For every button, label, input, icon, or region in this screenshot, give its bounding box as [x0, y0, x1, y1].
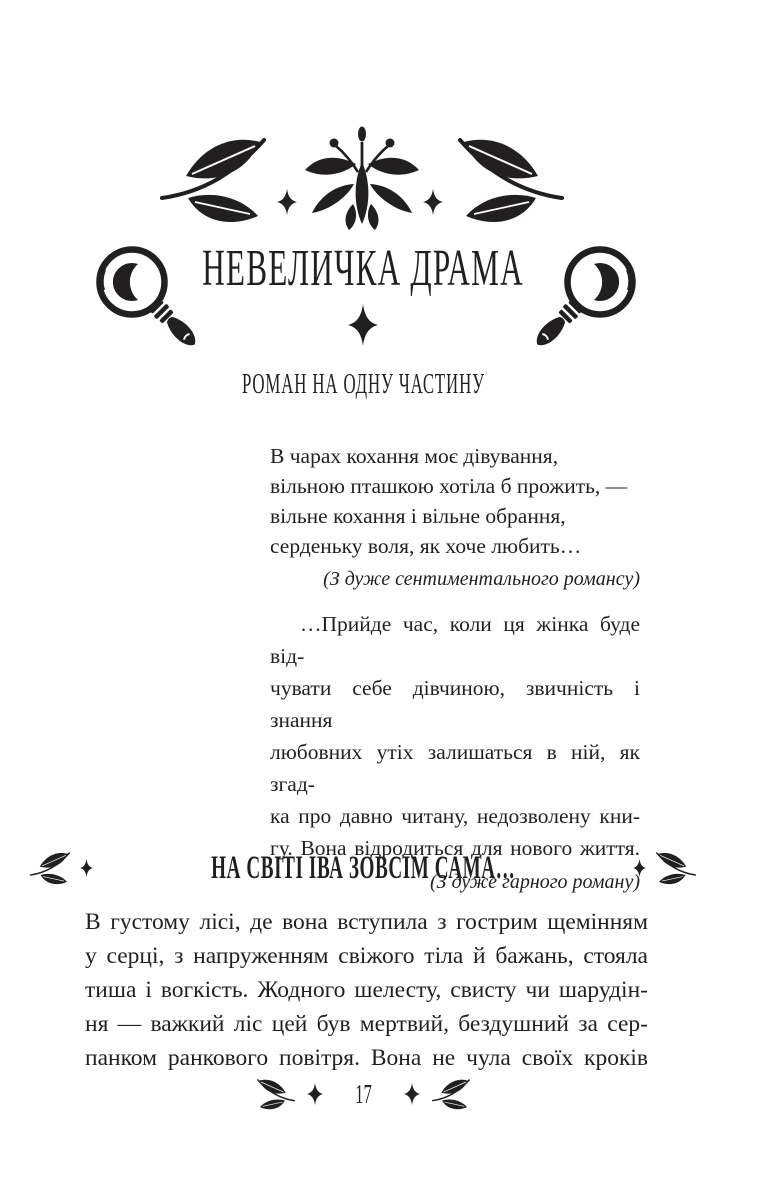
sparkle-icon — [307, 1083, 323, 1105]
body-text-line: панком ранкового повітря. Вона не чула своїх кроків — [85, 1045, 648, 1071]
sparkle-icon — [348, 304, 378, 346]
epigraph-verse — [270, 441, 640, 591]
epigraph-line: В чарах кохання моє дівування, — [270, 444, 559, 468]
sparkle-icon — [80, 859, 93, 877]
leaf-sprig-icon — [255, 1077, 297, 1111]
leaf-sprig-icon — [430, 1077, 472, 1111]
body-text-line: у серці, з напруженням свіжого тіла й бажань, стояла — [85, 943, 648, 969]
divider-sparkle — [0, 304, 726, 346]
sparkle-icon — [633, 859, 646, 877]
epigraph-line: любовних утіх залишаться в ній, як згад- — [270, 740, 640, 796]
section-heading: НА СВІТІ ІВА ЗОВСІМ САМА… — [210, 850, 516, 886]
body-text-line: В густому лісі, де вона вступила з гострим щемінням — [85, 909, 648, 935]
page-number: 17 — [354, 1079, 372, 1109]
epigraph-line: гу. Вона відродиться для нового життя. — [270, 836, 640, 860]
epigraph-attribution: (З дуже гарного роману) — [430, 871, 640, 893]
body-text-line: тиша і вогкість. Жодного шелесту, свисту чи шарудін- — [85, 977, 648, 1003]
chapter-subtitle: РОМАН НА ОДНУ ЧАСТИНУ — [241, 368, 485, 400]
page-footer — [0, 1071, 726, 1117]
epigraph-line: …Прийде час, коли ця жінка буде від- — [270, 612, 640, 668]
body-text-line: ня — важкий ліс цей був мертвий, бездушний за сер- — [85, 1011, 648, 1037]
leaf-sprig-icon — [28, 850, 72, 886]
epigraph-line: вільне кохання і вільне обрання, — [270, 504, 566, 528]
epigraph-line: серденьку воля, як хоче любить… — [270, 534, 582, 558]
sparkle-icon — [404, 1083, 420, 1105]
epigraph-attribution: (З дуже сентиментального романсу) — [323, 568, 640, 590]
chapter-title: НЕВЕЛИЧКА ДРАМА — [202, 240, 524, 297]
body-text — [85, 905, 648, 1075]
epigraph-line: ка про давно читану, недозволену кни- — [270, 804, 640, 828]
section-heading-row — [0, 845, 726, 891]
epigraph-line: чувати себе дівчиною, звичність і знання — [270, 676, 640, 732]
epigraph-line: вільною пташкою хотіла б прожить, — — [270, 474, 628, 498]
leaf-sprig-icon — [654, 850, 698, 886]
